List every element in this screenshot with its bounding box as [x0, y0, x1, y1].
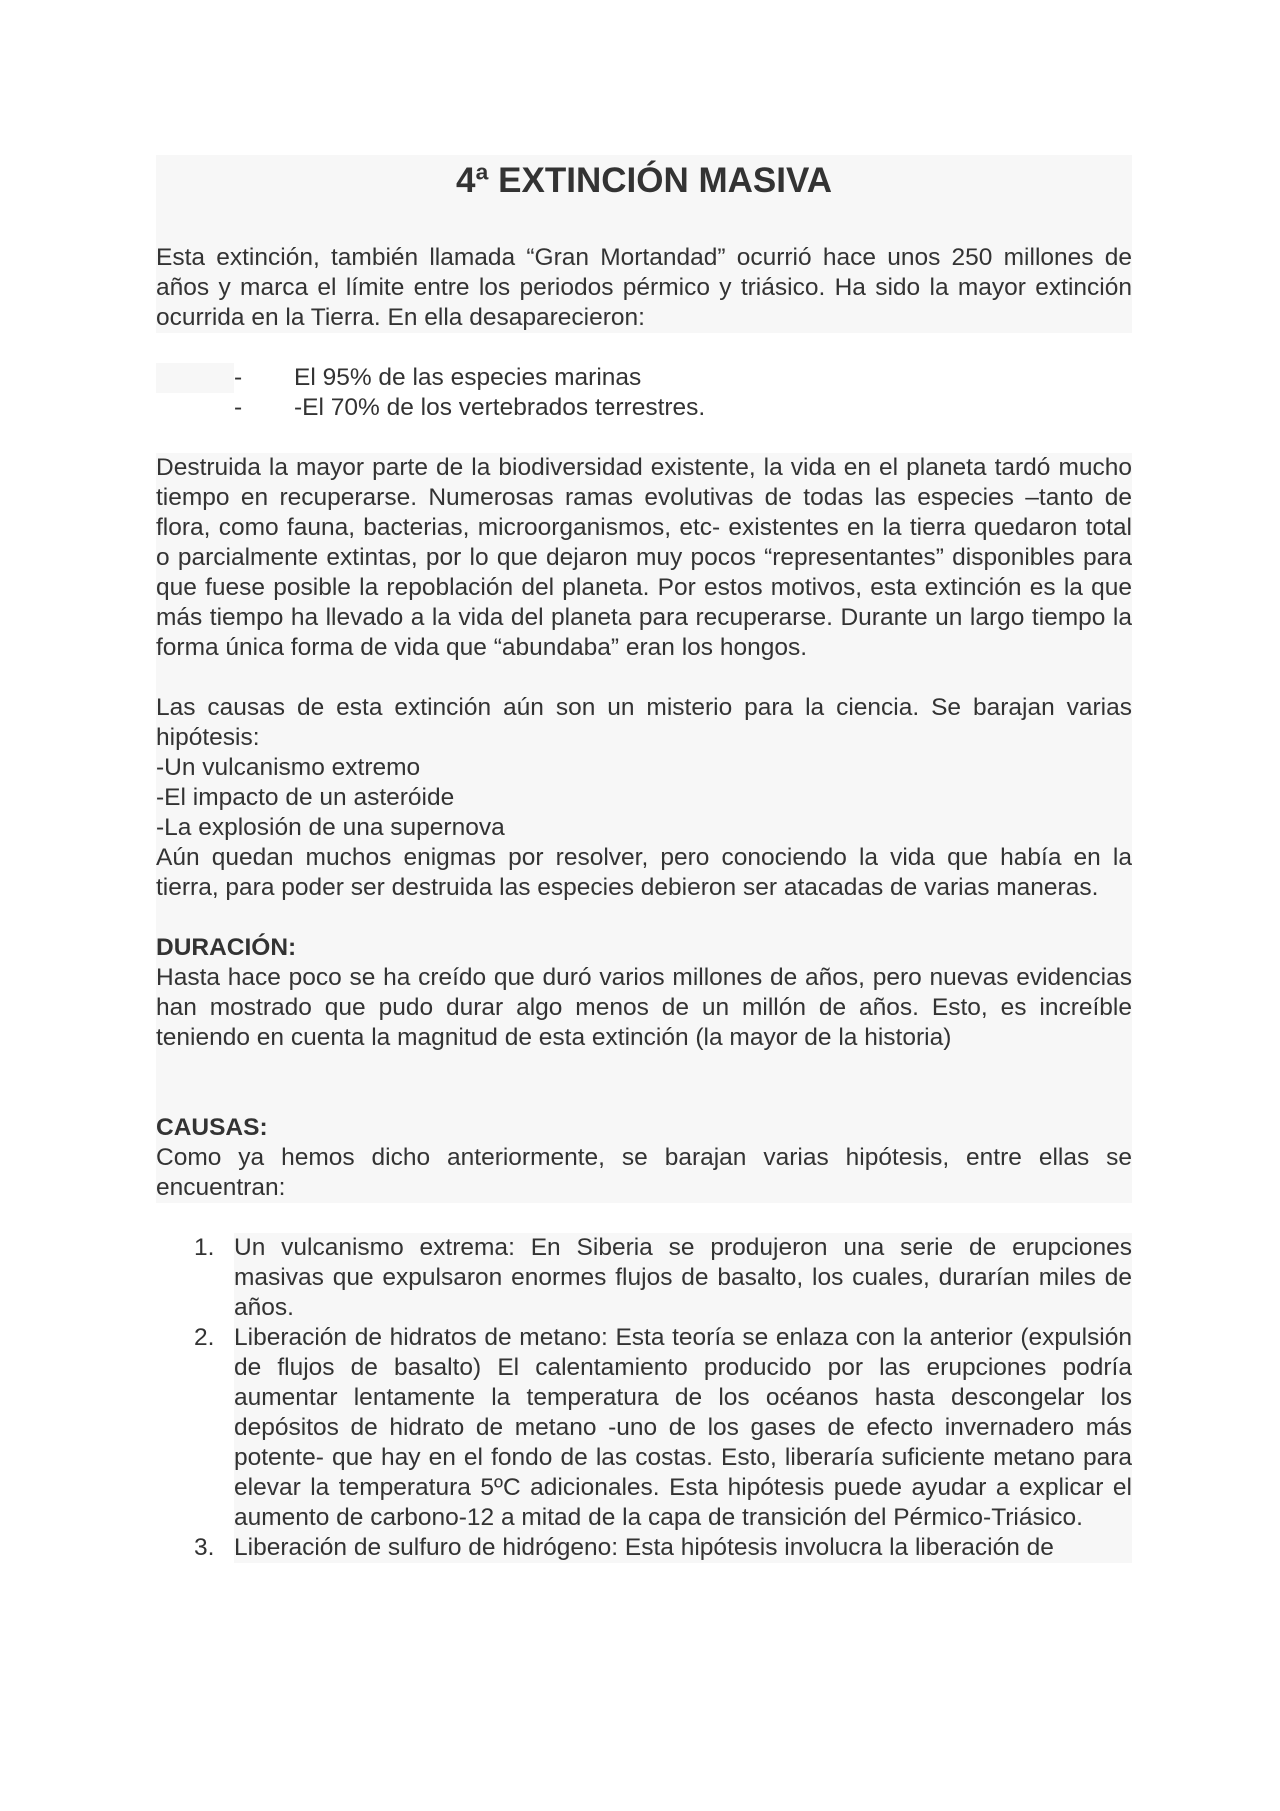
lost-species-list — [156, 363, 1132, 423]
list-marker: - — [234, 394, 243, 421]
biodiversity-paragraph: Destruida la mayor parte de la biodiversidad existente, la vida en el planeta tardó mucho tiempo en recuperarse. Numerosas ramas evolutivas de todas las especies –tanto de flora, como fauna, bacterias, microorganismos, etc- existentes en la tierra quedaron total o parcialmente extintas, por lo que dejaron muy pocos “representantes” disponibles para que fuese posible la repoblación del planeta. Por estos motivos, esta extinción es la que más tiempo ha llevado a la vida del planeta para recuperarse. Durante un largo tiempo la forma única forma de vida que “abundaba” eran los hongos. — [156, 454, 1132, 661]
duration-heading: DURACIÓN: — [156, 934, 297, 961]
duration-paragraph: Hasta hace poco se ha creído que duró varios millones de años, pero nuevas evidencias han mostrado que pudo durar algo menos de un millón de años. Esto, es increíble teniendo en cuenta la magnitud de esta extinción (la mayor de la historia) — [156, 964, 1132, 1051]
list-item — [156, 363, 1132, 393]
list-item — [156, 1323, 1132, 1533]
list-marker: - — [234, 364, 243, 391]
spacer — [156, 903, 1132, 933]
list-number: 1. — [194, 1234, 215, 1261]
list-item-text: Liberación de hidratos de metano: Esta teoría se enlaza con la anterior (expulsión de flujos de basalto) El calentamiento producido por las erupciones podría aumentar lentamente la temperatura de los océanos hasta descongelar los depósitos de hidrato de metano -uno de los gases de efecto invernadero más potente- que hay en el fondo de las costas. Esto, liberaría suficiente metano para elevar la temperatura 5ºC adicionales. Esta hipótesis puede ayudar a explicar el aumento de carbono-12 a mitad de la capa de transición del Pérmico-Triásico. — [234, 1324, 1132, 1531]
list-item-text: El 95% de las especies marinas — [294, 364, 642, 391]
hypothesis-line: -La explosión de una supernova — [156, 814, 505, 841]
lost-species-list-wrapper — [156, 363, 1132, 423]
causes-intro-paragraph: Las causas de esta extinción aún son un misterio para la ciencia. Se barajan varias hipótesis: — [156, 694, 1132, 751]
list-item — [156, 393, 1132, 423]
hypothesis-line: -El impacto de un asteróide — [156, 784, 455, 811]
list-item — [156, 1533, 1132, 1563]
enigmas-paragraph: Aún quedan muchos enigmas por resolver, pero conociendo la vida que había en la tierra, para poder ser destruida las especies debieron ser atacadas de varias maneras. — [156, 844, 1132, 901]
document-page — [156, 155, 1132, 1563]
hypothesis-line: -Un vulcanismo extremo — [156, 754, 421, 781]
intro-paragraph: Esta extinción, también llamada “Gran Mortandad” ocurrió hace unos 250 millones de años y marca el límite entre los periodos pérmico y triásico. Ha sido la mayor extinción ocurrida en la Tierra. En ella desaparecieron: — [156, 244, 1132, 331]
document-title: 4ª EXTINCIÓN MASIVA — [456, 161, 832, 200]
spacer — [156, 663, 1132, 693]
causes-list — [156, 1233, 1132, 1563]
list-item-text: Un vulcanismo extrema: En Siberia se produjeron una serie de erupciones masivas que expulsaron enormes flujos de basalto, los cuales, durarían miles de años. — [234, 1234, 1132, 1321]
list-number: 2. — [194, 1324, 215, 1351]
spacer — [156, 333, 1132, 363]
list-item-text: Liberación de sulfuro de hidrógeno: Esta hipótesis involucra la liberación de — [234, 1533, 1132, 1563]
list-number: 3. — [194, 1534, 215, 1561]
causes-heading: CAUSAS: — [156, 1114, 268, 1141]
list-item-text: -El 70% de los vertebrados terrestres. — [294, 394, 706, 421]
spacer — [156, 423, 1132, 453]
causes-paragraph: Como ya hemos dicho anteriormente, se barajan varias hipótesis, entre ellas se encuentran: — [156, 1144, 1132, 1201]
spacer — [156, 1203, 1132, 1233]
shaded-block-main — [156, 453, 1132, 1203]
shaded-block-top — [156, 155, 1132, 333]
list-indent-shade — [156, 363, 234, 393]
list-item — [156, 1233, 1132, 1323]
spacer — [156, 1053, 1132, 1113]
